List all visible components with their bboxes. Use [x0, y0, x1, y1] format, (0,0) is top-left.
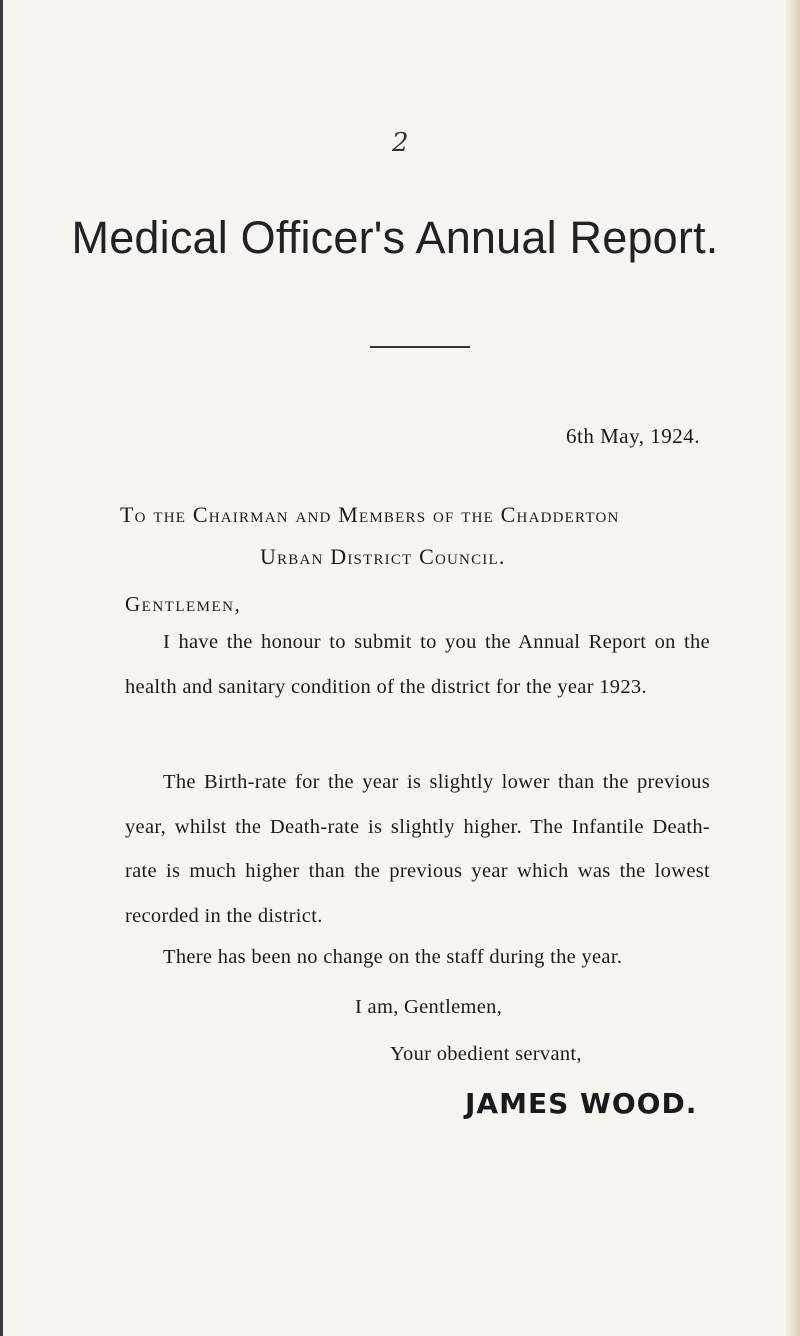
paragraph-3: There has been no change on the staff during the year. — [163, 946, 623, 968]
page-left-edge — [0, 0, 3, 1336]
title-divider — [370, 346, 470, 348]
addressee-line-1: To the Chairman and Members of the Chadderton — [120, 502, 620, 527]
page-right-edge — [786, 0, 800, 1336]
salutation: Gentlemen, — [125, 592, 242, 616]
paragraph-2: The Birth-rate for the year is slightly lower than the previous year, whilst the Death-rate is slightly higher. The Infantile Death-rate is much higher than the previous year which was the lowest recorded in the district. — [125, 771, 710, 927]
signature: JAMES WOOD. — [465, 1087, 698, 1120]
paragraph-1: I have the honour to submit to you the Annual Report on the health and sanitary condition of the district for the year 1923. — [125, 631, 710, 698]
closing-line-2: Your obedient servant, — [390, 1043, 582, 1065]
closing-line-1: I am, Gentlemen, — [355, 996, 503, 1018]
report-date: 6th May, 1924. — [566, 424, 700, 448]
addressee — [120, 494, 720, 578]
page-number: 2 — [392, 128, 409, 158]
addressee-line-2: Urban District Council. — [260, 544, 506, 569]
report-title: Medical Officer's Annual Report. — [71, 212, 719, 263]
